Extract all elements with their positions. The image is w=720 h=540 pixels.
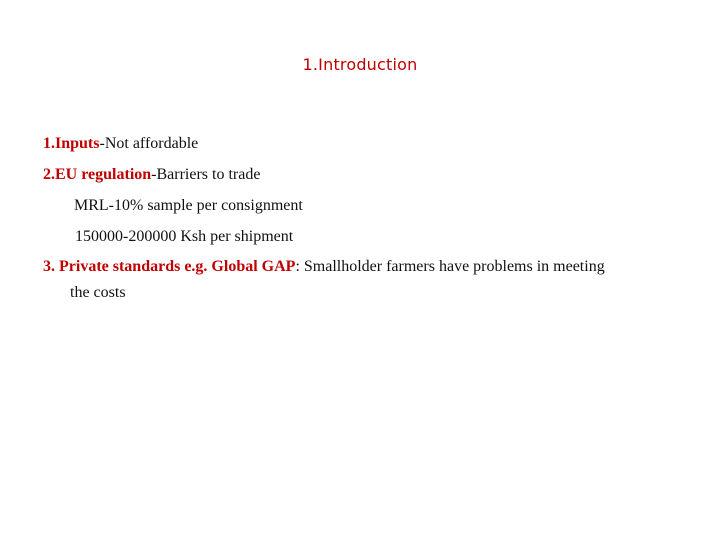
item-label: 3. Private standards e.g. Global GAP — [43, 258, 296, 275]
list-item-private-standards — [43, 258, 605, 276]
sub-item-mrl: MRL-10% sample per consignment — [74, 197, 303, 214]
item-text: Barriers to trade — [156, 166, 261, 183]
item-label: 1.Inputs — [43, 135, 100, 152]
list-item-continuation: the costs — [70, 284, 126, 301]
slide-title: 1.Introduction — [302, 55, 418, 74]
item-text: Not affordable — [104, 135, 199, 152]
list-item-eu-regulation — [43, 166, 260, 184]
item-separator: - — [151, 166, 157, 183]
item-separator: : — [295, 258, 304, 275]
item-label: 2.EU regulation — [43, 166, 152, 183]
list-item-inputs — [43, 135, 198, 153]
item-text: Smallholder farmers have problems in meeting — [303, 258, 605, 275]
item-separator: - — [99, 135, 105, 152]
sub-item-cost: 150000-200000 Ksh per shipment — [75, 228, 294, 245]
